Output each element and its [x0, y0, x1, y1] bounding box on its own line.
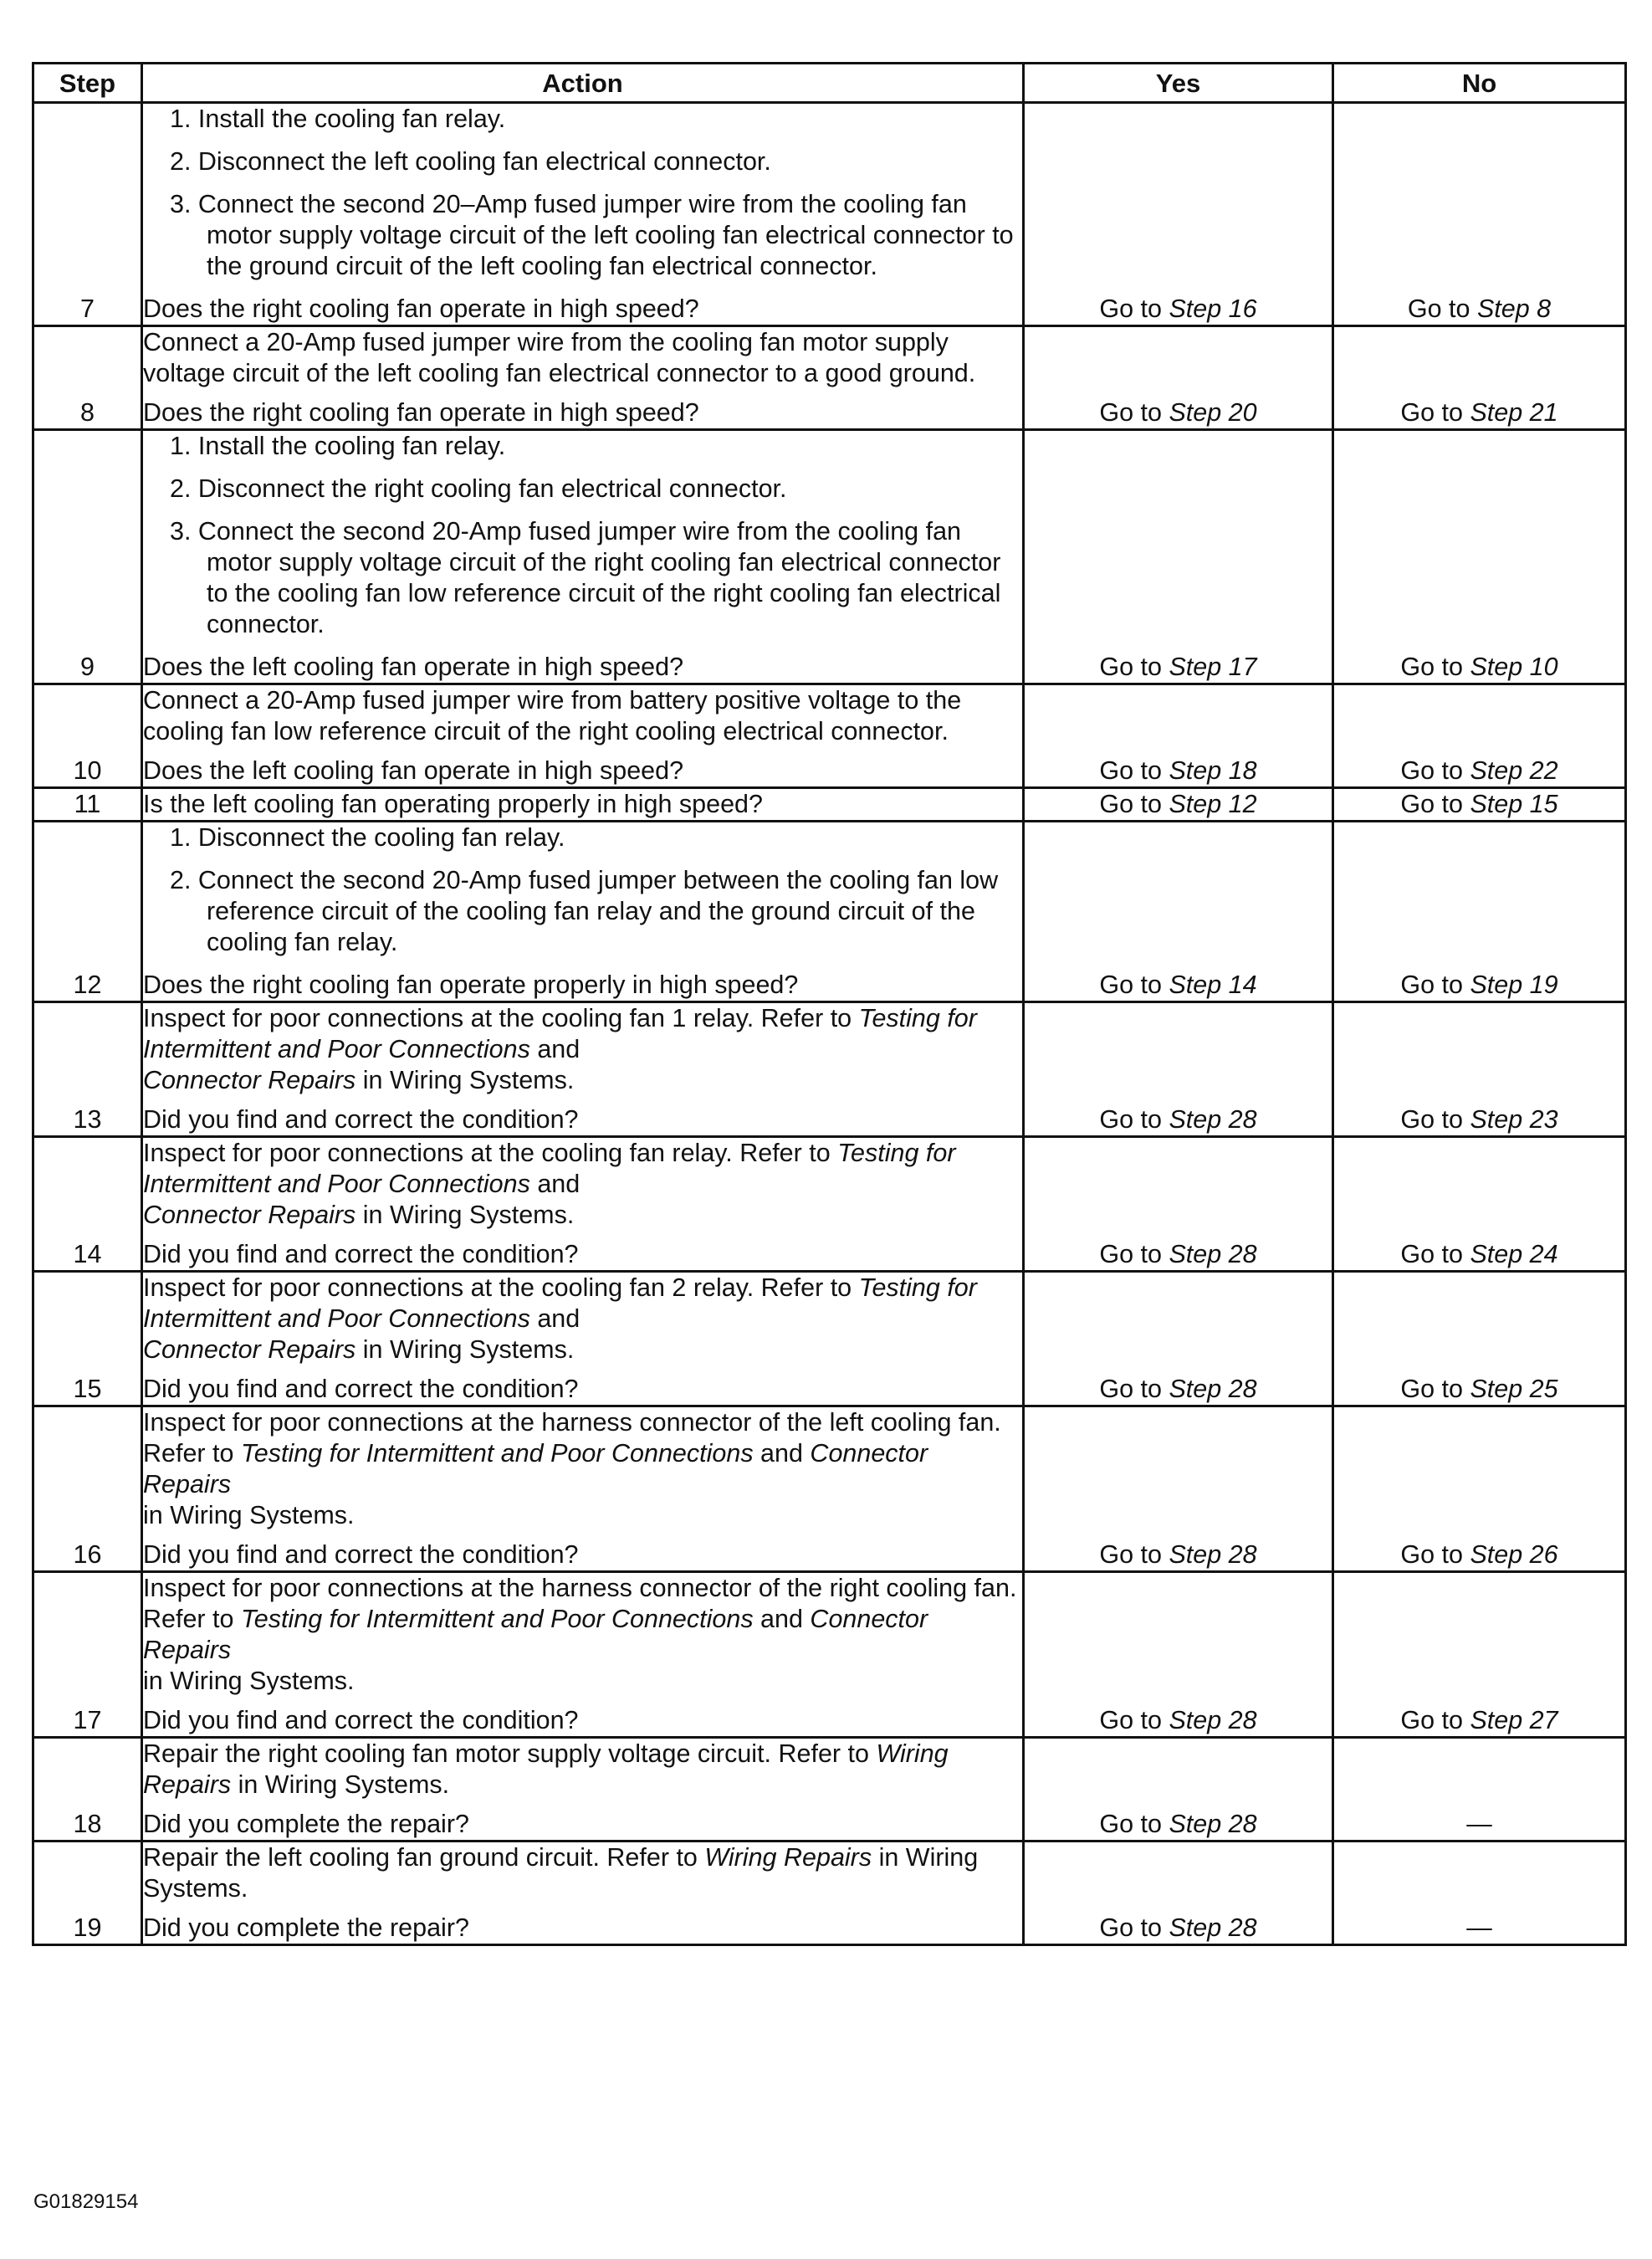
yes-cell	[1024, 822, 1333, 1002]
instruction-text: in Wiring Systems.	[143, 1667, 355, 1695]
action-cell	[142, 684, 1024, 788]
action-cell	[142, 326, 1024, 430]
yes-step-ref: Step 16	[1169, 295, 1257, 323]
step-number: 14	[33, 1137, 142, 1272]
figure-id: G01829154	[33, 2190, 139, 2213]
action-cell	[142, 1572, 1024, 1738]
instruction	[143, 1138, 1022, 1231]
yes-prefix: Go to	[1099, 1105, 1169, 1134]
instruction-text: Repair the left cooling fan ground circuit. Refer to	[143, 1843, 705, 1872]
step-number: 10	[33, 684, 142, 788]
yes-cell	[1024, 1137, 1333, 1272]
yes-cell	[1024, 103, 1333, 326]
reference-link[interactable]: Testing for Intermittent and Poor Connections	[240, 1439, 754, 1468]
yes-step-ref: Step 12	[1169, 790, 1257, 818]
no-cell	[1333, 684, 1626, 788]
table-row	[33, 103, 1626, 326]
yes-step-ref: Step 28	[1169, 1540, 1257, 1569]
yes-step-ref: Step 17	[1169, 653, 1257, 681]
instruction-text: and	[529, 1304, 581, 1333]
step-number: 9	[33, 430, 142, 684]
yes-prefix: Go to	[1099, 1375, 1169, 1403]
yes-step-ref: Step 18	[1169, 756, 1257, 785]
reference-link[interactable]: Connector Repairs	[143, 1201, 356, 1229]
step-number: 7	[33, 103, 142, 326]
instruction-text: in Wiring Systems.	[231, 1770, 450, 1799]
header-yes: Yes	[1024, 64, 1333, 103]
instruction-text: in Wiring Systems.	[355, 1335, 575, 1364]
reference-link[interactable]: Connector Repairs	[143, 1066, 356, 1094]
reference-link[interactable]: Testing for Intermittent and Poor Connections	[143, 1004, 977, 1063]
instruction-text: and	[529, 1035, 581, 1063]
yes-cell	[1024, 1272, 1333, 1406]
no-prefix: Go to	[1400, 1540, 1470, 1569]
step-number: 12	[33, 822, 142, 1002]
question: Did you find and correct the condition?	[143, 1375, 579, 1403]
action-cell	[142, 1842, 1024, 1945]
instruction	[143, 1739, 1022, 1801]
table-row	[33, 1406, 1626, 1572]
instruction	[143, 1273, 1022, 1365]
action-cell	[142, 103, 1024, 326]
no-cell	[1333, 788, 1626, 822]
instruction-text: in Wiring Systems.	[143, 1501, 355, 1529]
yes-prefix: Go to	[1099, 653, 1169, 681]
table-row	[33, 326, 1626, 430]
no-step-ref: Step 10	[1470, 653, 1558, 681]
substep: 1. Disconnect the cooling fan relay.	[170, 823, 565, 852]
action-cell	[142, 1137, 1024, 1272]
question: Did you find and correct the condition?	[143, 1540, 579, 1569]
step-number: 16	[33, 1406, 142, 1572]
instruction-text: and	[753, 1605, 811, 1633]
no-step-ref: Step 19	[1470, 971, 1558, 999]
question: Does the left cooling fan operate in high speed?	[143, 756, 684, 785]
yes-prefix: Go to	[1099, 295, 1169, 323]
action-cell	[142, 1002, 1024, 1137]
yes-step-ref: Step 28	[1169, 1240, 1257, 1268]
yes-step-ref: Step 14	[1169, 971, 1257, 999]
question: Did you complete the repair?	[143, 1810, 469, 1838]
table-row	[33, 788, 1626, 822]
yes-step-ref: Step 20	[1169, 398, 1257, 427]
step-number: 13	[33, 1002, 142, 1137]
question: Did you find and correct the condition?	[143, 1240, 579, 1268]
no-step-ref: Step 8	[1476, 295, 1552, 323]
yes-prefix: Go to	[1099, 1240, 1169, 1268]
yes-prefix: Go to	[1099, 398, 1169, 427]
yes-cell	[1024, 788, 1333, 822]
instruction	[143, 1573, 1022, 1697]
substep: 1. Install the cooling fan relay.	[170, 105, 506, 133]
step-number: 18	[33, 1738, 142, 1842]
instruction-text: in Wiring Systems.	[355, 1201, 575, 1229]
substep: 3. Connect the second 20-Amp fused jumper wire from the cooling fan motor supply voltage circuit of the right cooling fan electrical connector to the cooling fan low reference circuit of the right cooling fan electrical connector.	[170, 517, 1001, 638]
reference-link[interactable]: Testing for Intermittent and Poor Connections	[143, 1273, 977, 1333]
no-prefix: Go to	[1400, 1375, 1470, 1403]
table-row	[33, 1738, 1626, 1842]
reference-link[interactable]: Connector Repairs	[143, 1605, 928, 1664]
table-row	[33, 1572, 1626, 1738]
no-cell: —	[1333, 1842, 1626, 1945]
no-step-ref: Step 26	[1470, 1540, 1558, 1569]
table-row	[33, 1272, 1626, 1406]
instruction-text: Inspect for poor connections at the harness connector of the left cooling fan. Refer to	[143, 1408, 1001, 1468]
no-prefix: Go to	[1400, 1240, 1470, 1268]
step-number: 15	[33, 1272, 142, 1406]
no-step-ref: Step 15	[1470, 790, 1558, 818]
substep-list	[143, 431, 1022, 640]
no-cell	[1333, 1572, 1626, 1738]
yes-cell	[1024, 1738, 1333, 1842]
substep: 2. Disconnect the left cooling fan electrical connector.	[170, 147, 771, 176]
table-row	[33, 1002, 1626, 1137]
substep-list	[143, 104, 1022, 282]
yes-prefix: Go to	[1099, 1913, 1169, 1942]
no-prefix: Go to	[1400, 790, 1470, 818]
yes-cell	[1024, 1842, 1333, 1945]
yes-step-ref: Step 28	[1169, 1375, 1257, 1403]
question: Did you complete the repair?	[143, 1913, 469, 1942]
no-cell	[1333, 326, 1626, 430]
header-step: Step	[33, 64, 142, 103]
instruction-text: and	[753, 1439, 811, 1468]
instruction-text: in Wiring Systems.	[355, 1066, 575, 1094]
action-cell	[142, 1272, 1024, 1406]
step-number: 8	[33, 326, 142, 430]
no-prefix: Go to	[1400, 1706, 1470, 1734]
yes-step-ref: Step 28	[1169, 1810, 1257, 1838]
instruction	[143, 1003, 1022, 1096]
question: Does the right cooling fan operate in high speed?	[143, 398, 699, 427]
table-row	[33, 1137, 1626, 1272]
diagnostic-table	[32, 62, 1627, 1946]
action-cell	[142, 788, 1024, 822]
instruction: Connect a 20-Amp fused jumper wire from the cooling fan motor supply voltage circuit of the left cooling fan electrical connector to a good ground.	[143, 328, 976, 387]
no-prefix: Go to	[1400, 398, 1470, 427]
table-row	[33, 1842, 1626, 1945]
header-no: No	[1333, 64, 1626, 103]
no-cell: —	[1333, 1738, 1626, 1842]
table-row	[33, 430, 1626, 684]
instruction-text: Inspect for poor connections at the cooling fan relay. Refer to	[143, 1139, 838, 1167]
yes-cell	[1024, 1002, 1333, 1137]
substep: 2. Disconnect the right cooling fan electrical connector.	[170, 474, 787, 503]
header-action: Action	[142, 64, 1024, 103]
table-row	[33, 684, 1626, 788]
instruction-text: and	[529, 1170, 581, 1198]
instruction	[143, 1407, 1022, 1531]
no-cell	[1333, 1137, 1626, 1272]
reference-link[interactable]: Testing for Intermittent and Poor Connections	[240, 1605, 754, 1633]
yes-prefix: Go to	[1099, 1810, 1169, 1838]
instruction	[143, 1842, 1022, 1904]
step-number: 17	[33, 1572, 142, 1738]
no-cell	[1333, 1406, 1626, 1572]
instruction-text: in Wiring Systems.	[143, 1843, 979, 1903]
action-cell	[142, 822, 1024, 1002]
no-cell	[1333, 1272, 1626, 1406]
substep: 3. Connect the second 20–Amp fused jumper wire from the cooling fan motor supply voltage circuit of the left cooling fan electrical connector to the ground circuit of the left cooling fan electrical connector.	[170, 190, 1014, 280]
action-cell	[142, 1738, 1024, 1842]
no-cell	[1333, 1002, 1626, 1137]
reference-link[interactable]: Testing for Intermittent and Poor Connections	[143, 1139, 956, 1198]
instruction-text: Repair the right cooling fan motor supply voltage circuit. Refer to	[143, 1739, 877, 1768]
reference-link[interactable]: Connector Repairs	[143, 1335, 356, 1364]
yes-cell	[1024, 684, 1333, 788]
yes-cell	[1024, 1406, 1333, 1572]
reference-link[interactable]: Wiring Repairs	[704, 1843, 872, 1872]
table-row	[33, 822, 1626, 1002]
substep: 2. Connect the second 20-Amp fused jumper between the cooling fan low reference circuit of the cooling fan relay and the ground circuit of the cooling fan relay.	[170, 866, 999, 956]
yes-cell	[1024, 430, 1333, 684]
no-step-ref: Step 23	[1470, 1105, 1558, 1134]
step-number: 19	[33, 1842, 142, 1945]
no-cell	[1333, 103, 1626, 326]
yes-prefix: Go to	[1099, 1540, 1169, 1569]
question: Does the left cooling fan operate in high speed?	[143, 653, 684, 681]
substep-list	[143, 822, 1022, 958]
action-cell	[142, 1406, 1024, 1572]
step-number: 11	[33, 788, 142, 822]
no-step-ref: Step 24	[1470, 1240, 1558, 1268]
yes-prefix: Go to	[1099, 971, 1169, 999]
instruction: Connect a 20-Amp fused jumper wire from battery positive voltage to the cooling fan low reference circuit of the right cooling electrical connector.	[143, 686, 962, 745]
question: Did you find and correct the condition?	[143, 1706, 579, 1734]
question: Is the left cooling fan operating properly in high speed?	[143, 790, 763, 818]
substep: 1. Install the cooling fan relay.	[170, 432, 506, 460]
question: Does the right cooling fan operate properly in high speed?	[143, 971, 799, 999]
yes-step-ref: Step 28	[1169, 1913, 1257, 1942]
instruction-text: Inspect for poor connections at the cooling fan 2 relay. Refer to	[143, 1273, 859, 1302]
no-cell	[1333, 822, 1626, 1002]
no-prefix: Go to	[1400, 756, 1470, 785]
yes-cell	[1024, 326, 1333, 430]
no-step-ref: Step 22	[1470, 756, 1558, 785]
yes-step-ref: Step 28	[1169, 1706, 1257, 1734]
no-step-ref: Step 25	[1470, 1375, 1558, 1403]
header-row	[33, 64, 1626, 103]
yes-prefix: Go to	[1099, 756, 1169, 785]
reference-link[interactable]: Wiring Repairs	[143, 1739, 949, 1799]
reference-link[interactable]: Connector Repairs	[143, 1439, 928, 1498]
yes-prefix: Go to	[1099, 790, 1169, 818]
no-prefix: Go to	[1400, 653, 1470, 681]
instruction-text: Inspect for poor connections at the cooling fan 1 relay. Refer to	[143, 1004, 859, 1032]
no-prefix: Go to	[1407, 295, 1477, 323]
question: Does the right cooling fan operate in high speed?	[143, 295, 699, 323]
no-cell	[1333, 430, 1626, 684]
yes-cell	[1024, 1572, 1333, 1738]
no-prefix: Go to	[1400, 971, 1470, 999]
instruction-text: Inspect for poor connections at the harness connector of the right cooling fan. Refer to	[143, 1574, 1017, 1633]
yes-step-ref: Step 28	[1169, 1105, 1257, 1134]
action-cell	[142, 430, 1024, 684]
no-step-ref: Step 21	[1470, 398, 1558, 427]
yes-prefix: Go to	[1099, 1706, 1169, 1734]
question: Did you find and correct the condition?	[143, 1105, 579, 1134]
no-step-ref: Step 27	[1470, 1706, 1558, 1734]
no-prefix: Go to	[1400, 1105, 1470, 1134]
